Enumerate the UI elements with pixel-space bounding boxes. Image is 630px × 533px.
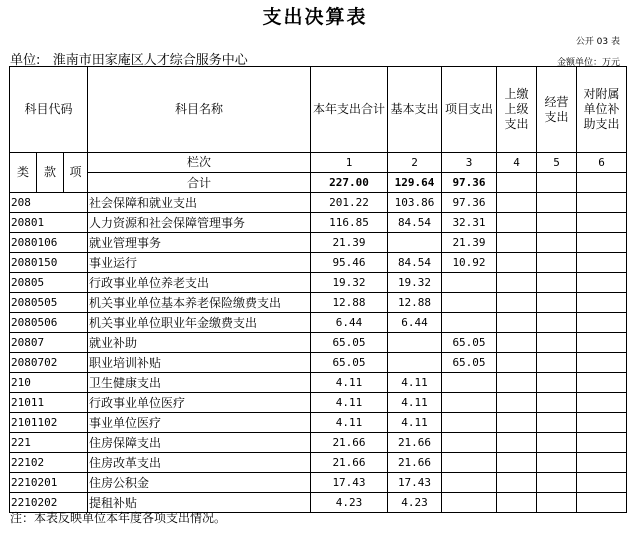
row-business xyxy=(537,393,577,413)
table-body xyxy=(10,193,627,513)
unit-name: 淮南市田家庵区人才综合服务中心 xyxy=(52,53,248,68)
header-business: 经营支出 xyxy=(537,67,577,153)
row-project: 65.05 xyxy=(442,353,497,373)
row-basic: 4.11 xyxy=(388,393,442,413)
amount-unit: 金额单位：万元 xyxy=(556,58,620,68)
header-subject-name: 科目名称 xyxy=(88,67,311,153)
row-project xyxy=(442,473,497,493)
table-row xyxy=(10,273,627,293)
row-business xyxy=(537,293,577,313)
table-row xyxy=(10,433,627,453)
row-subsidy xyxy=(577,213,627,233)
col-no-4: 4 xyxy=(497,153,537,173)
row-upper xyxy=(497,353,537,373)
row-name: 职业培训补贴 xyxy=(88,353,311,373)
row-subsidy xyxy=(577,413,627,433)
row-code: 2080505 xyxy=(10,293,88,313)
row-basic: 12.88 xyxy=(388,293,442,313)
lanci-row xyxy=(10,153,627,173)
row-total: 21.66 xyxy=(311,453,388,473)
footnote: 注：本表反映单位本年度各项支出情况。 xyxy=(10,511,227,525)
row-basic: 21.66 xyxy=(388,453,442,473)
row-upper xyxy=(497,313,537,333)
row-subsidy xyxy=(577,293,627,313)
row-subsidy xyxy=(577,313,627,333)
row-name: 就业管理事务 xyxy=(88,233,311,253)
row-project xyxy=(442,273,497,293)
table-row xyxy=(10,353,627,373)
row-business xyxy=(537,373,577,393)
row-basic: 84.54 xyxy=(388,253,442,273)
row-name: 人力资源和社会保障管理事务 xyxy=(88,213,311,233)
row-subsidy xyxy=(577,453,627,473)
header-subsidy: 对附属单位补助支出 xyxy=(577,67,627,153)
table-row xyxy=(10,473,627,493)
row-name: 卫生健康支出 xyxy=(88,373,311,393)
row-business xyxy=(537,313,577,333)
row-basic: 103.86 xyxy=(388,193,442,213)
total-basic: 129.64 xyxy=(388,173,442,193)
row-name: 机关事业单位职业年金缴费支出 xyxy=(88,313,311,333)
row-business xyxy=(537,233,577,253)
header-lanci: 栏次 xyxy=(88,153,311,173)
row-code: 2080702 xyxy=(10,353,88,373)
row-subsidy xyxy=(577,273,627,293)
page-title: 支出决算表 xyxy=(262,6,368,28)
row-upper xyxy=(497,373,537,393)
table-row xyxy=(10,213,627,233)
row-total: 19.32 xyxy=(311,273,388,293)
row-project xyxy=(442,433,497,453)
row-upper xyxy=(497,193,537,213)
row-upper xyxy=(497,213,537,233)
row-subsidy xyxy=(577,393,627,413)
table-row xyxy=(10,253,627,273)
row-project: 10.92 xyxy=(442,253,497,273)
row-business xyxy=(537,253,577,273)
header-basic: 基本支出 xyxy=(388,67,442,153)
row-code: 210 xyxy=(10,373,88,393)
row-basic xyxy=(388,353,442,373)
total-project: 97.36 xyxy=(442,173,497,193)
row-project: 97.36 xyxy=(442,193,497,213)
row-basic: 4.23 xyxy=(388,493,442,513)
row-name: 事业单位医疗 xyxy=(88,413,311,433)
row-business xyxy=(537,333,577,353)
row-basic: 4.11 xyxy=(388,413,442,433)
row-name: 行政事业单位养老支出 xyxy=(88,273,311,293)
row-business xyxy=(537,433,577,453)
table-row xyxy=(10,453,627,473)
table-row xyxy=(10,373,627,393)
row-name: 提租补贴 xyxy=(88,493,311,513)
row-basic: 17.43 xyxy=(388,473,442,493)
row-business xyxy=(537,413,577,433)
row-project xyxy=(442,293,497,313)
row-project: 21.39 xyxy=(442,233,497,253)
col-no-2: 2 xyxy=(388,153,442,173)
row-total: 116.85 xyxy=(311,213,388,233)
row-total: 95.46 xyxy=(311,253,388,273)
row-code: 20807 xyxy=(10,333,88,353)
row-subsidy xyxy=(577,233,627,253)
row-code: 208 xyxy=(10,193,88,213)
row-project: 65.05 xyxy=(442,333,497,353)
row-subsidy xyxy=(577,473,627,493)
col-no-5: 5 xyxy=(537,153,577,173)
row-basic: 4.11 xyxy=(388,373,442,393)
table-row xyxy=(10,393,627,413)
row-project xyxy=(442,453,497,473)
row-code: 2210201 xyxy=(10,473,88,493)
row-upper xyxy=(497,393,537,413)
header-xiang: 项 xyxy=(64,153,88,193)
row-code: 2080106 xyxy=(10,233,88,253)
table-row xyxy=(10,333,627,353)
row-basic: 19.32 xyxy=(388,273,442,293)
row-business xyxy=(537,213,577,233)
row-total: 21.66 xyxy=(311,433,388,453)
row-subsidy xyxy=(577,373,627,393)
row-upper xyxy=(497,253,537,273)
row-name: 社会保障和就业支出 xyxy=(88,193,311,213)
form-number: 公开 03 表 xyxy=(575,37,620,47)
row-code: 221 xyxy=(10,433,88,453)
row-subsidy xyxy=(577,253,627,273)
row-total: 201.22 xyxy=(311,193,388,213)
header-kuan: 款 xyxy=(37,153,64,193)
row-name: 机关事业单位基本养老保险缴费支出 xyxy=(88,293,311,313)
table-row xyxy=(10,293,627,313)
header-row xyxy=(10,67,627,153)
total-amount: 227.00 xyxy=(311,173,388,193)
row-upper xyxy=(497,453,537,473)
header-project: 项目支出 xyxy=(442,67,497,153)
unit-label: 单位: xyxy=(10,53,41,68)
row-name: 住房公积金 xyxy=(88,473,311,493)
row-total: 65.05 xyxy=(311,333,388,353)
total-label: 合计 xyxy=(88,173,311,193)
row-upper xyxy=(497,233,537,253)
row-total: 65.05 xyxy=(311,353,388,373)
row-code: 22102 xyxy=(10,453,88,473)
expenditure-table xyxy=(9,66,627,513)
header-total: 本年支出合计 xyxy=(311,67,388,153)
row-code: 2080150 xyxy=(10,253,88,273)
row-subsidy xyxy=(577,493,627,513)
row-name: 住房保障支出 xyxy=(88,433,311,453)
row-total: 12.88 xyxy=(311,293,388,313)
row-project xyxy=(442,313,497,333)
row-basic: 21.66 xyxy=(388,433,442,453)
row-total: 17.43 xyxy=(311,473,388,493)
row-project xyxy=(442,393,497,413)
row-name: 行政事业单位医疗 xyxy=(88,393,311,413)
row-upper xyxy=(497,293,537,313)
row-total: 6.44 xyxy=(311,313,388,333)
col-no-3: 3 xyxy=(442,153,497,173)
row-upper xyxy=(497,413,537,433)
row-business xyxy=(537,473,577,493)
row-subsidy xyxy=(577,353,627,373)
row-basic xyxy=(388,233,442,253)
row-project xyxy=(442,493,497,513)
table-row xyxy=(10,233,627,253)
row-code: 21011 xyxy=(10,393,88,413)
col-no-6: 6 xyxy=(577,153,627,173)
row-code: 20805 xyxy=(10,273,88,293)
row-code: 2210202 xyxy=(10,493,88,513)
row-subsidy xyxy=(577,333,627,353)
col-no-1: 1 xyxy=(311,153,388,173)
row-total: 4.11 xyxy=(311,393,388,413)
row-project: 32.31 xyxy=(442,213,497,233)
row-name: 住房改革支出 xyxy=(88,453,311,473)
row-total: 4.11 xyxy=(311,373,388,393)
table-row xyxy=(10,413,627,433)
row-total: 21.39 xyxy=(311,233,388,253)
row-basic: 6.44 xyxy=(388,313,442,333)
header-upper: 上缴上级支出 xyxy=(497,67,537,153)
row-project xyxy=(442,413,497,433)
row-total: 4.11 xyxy=(311,413,388,433)
table-row xyxy=(10,193,627,213)
row-code: 2080506 xyxy=(10,313,88,333)
row-upper xyxy=(497,473,537,493)
table-row xyxy=(10,313,627,333)
row-upper xyxy=(497,273,537,293)
header-subject-code: 科目代码 xyxy=(10,67,88,153)
row-business xyxy=(537,453,577,473)
row-upper xyxy=(497,433,537,453)
row-basic: 84.54 xyxy=(388,213,442,233)
header-lei: 类 xyxy=(10,153,37,193)
row-business xyxy=(537,493,577,513)
row-subsidy xyxy=(577,193,627,213)
row-business xyxy=(537,193,577,213)
row-name: 事业运行 xyxy=(88,253,311,273)
row-name: 就业补助 xyxy=(88,333,311,353)
row-basic xyxy=(388,333,442,353)
row-code: 2101102 xyxy=(10,413,88,433)
row-project xyxy=(442,373,497,393)
row-business xyxy=(537,353,577,373)
row-code: 20801 xyxy=(10,213,88,233)
row-total: 4.23 xyxy=(311,493,388,513)
row-upper xyxy=(497,333,537,353)
row-upper xyxy=(497,493,537,513)
row-business xyxy=(537,273,577,293)
row-subsidy xyxy=(577,433,627,453)
total-row xyxy=(10,173,627,193)
